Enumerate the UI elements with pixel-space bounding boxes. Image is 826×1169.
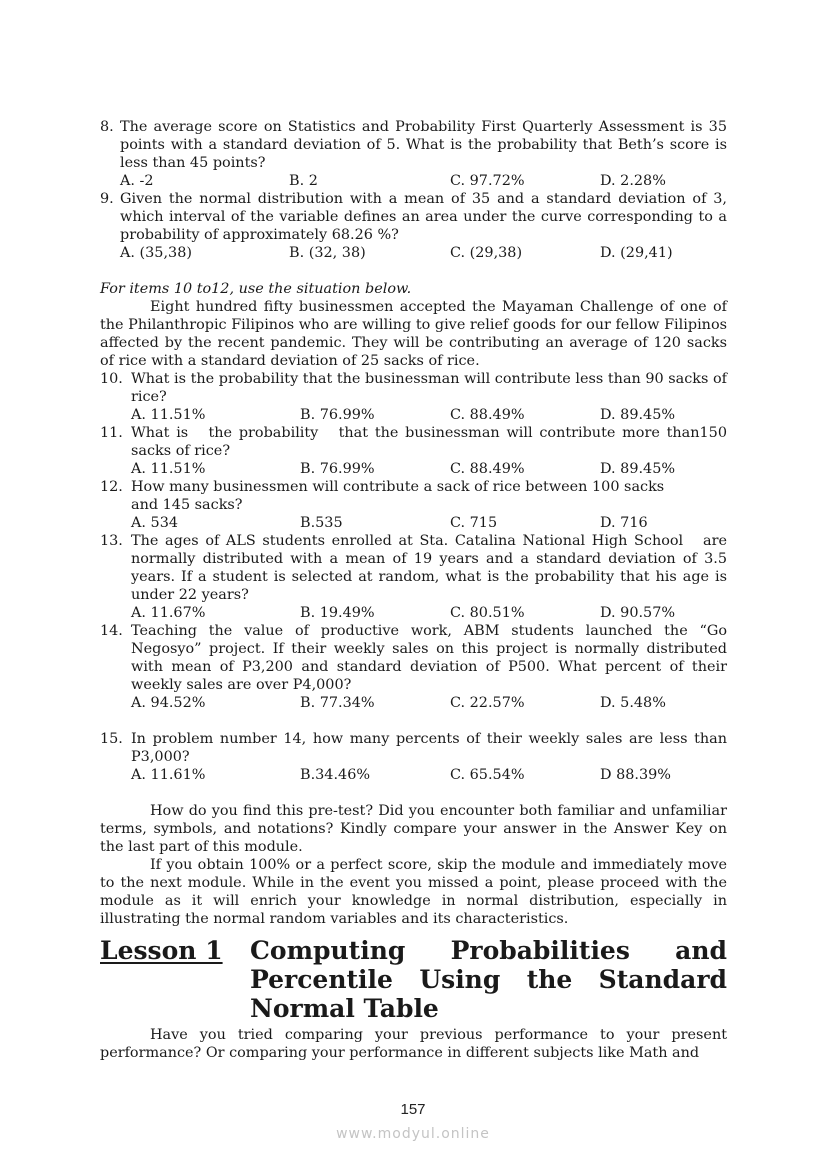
question-9	[100, 190, 727, 262]
option-c: C. 97.72%	[450, 173, 525, 189]
question-number: 10.	[100, 371, 123, 387]
lesson-heading	[100, 934, 727, 1026]
lesson-title-line-3	[250, 994, 727, 1023]
option-c: C. 80.51%	[450, 605, 525, 621]
spacer	[100, 712, 727, 730]
question-number: 11.	[100, 425, 123, 441]
lesson-title-line-2	[250, 965, 727, 994]
answer-options	[131, 766, 727, 784]
option-d: D 88.39%	[600, 767, 671, 783]
option-b: B. 19.49%	[300, 605, 375, 621]
question-number: 8.	[100, 119, 114, 135]
option-a: A. 11.67%	[131, 605, 206, 621]
question-text-line-1: How many businessmen will contribute a sack of rice between 100 sacks	[131, 479, 665, 495]
question-text: What is the probability that the businessman will contribute less than 90 sacks of rice?	[131, 371, 727, 405]
answer-options	[131, 514, 727, 532]
option-d: D. 5.48%	[600, 695, 666, 711]
title-word: Normal Table	[250, 994, 439, 1023]
question-text: Given the normal distribution with a mean of 35 and a standard deviation of 3, which interval of the variable defines an area under the curve corresponding to a probability of approximately 68.26 %?	[120, 191, 727, 243]
answer-options	[131, 694, 727, 712]
page-number: 157	[400, 1101, 426, 1118]
question-text: Teaching the value of productive work, ABM students launched the “Go Negosyo” project. If their weekly sales on this project is normally distributed with mean of P3,200 and standard deviation of P500. What percent of their weekly sales are over P4,000?	[131, 623, 727, 693]
title-word: Using	[419, 965, 501, 994]
question-number: 9.	[100, 191, 114, 207]
question-text: What is the probability that the businessman will contribute more than150 sacks of rice?	[131, 425, 732, 459]
situation-intro: For items 10 to12, use the situation below.	[100, 281, 412, 297]
option-a: A. 94.52%	[131, 695, 206, 711]
title-word: Probabilities	[450, 936, 630, 965]
lesson-title	[250, 936, 727, 1023]
question-text-line-2: and 145 sacks?	[131, 497, 243, 513]
lesson-intro-paragraph: Have you tried comparing your previous performance to your present performance? Or comparing your performance in different subjects like Math and	[100, 1027, 727, 1061]
watermark: www.modyul.online	[336, 1126, 490, 1142]
lesson-label: Lesson 1	[100, 936, 223, 965]
option-c: C. 88.49%	[450, 461, 525, 477]
option-d: D. 89.45%	[600, 461, 676, 477]
answer-options	[131, 406, 727, 424]
title-word: the	[526, 965, 573, 994]
option-c: C. 22.57%	[450, 695, 525, 711]
option-a: A. 11.51%	[131, 407, 206, 423]
question-text: The ages of ALS students enrolled at Sta. Catalina National High School are normally distributed with a mean of 19 years and a standard deviation of 3.5 years. If a student is selected at random, what is the probability that his age is under 22 years?	[131, 533, 732, 603]
question-text-line-1: In problem number 14, how many percents of their weekly sales are less than	[131, 731, 727, 747]
title-word: Computing	[250, 936, 406, 965]
spacer	[100, 784, 727, 802]
option-a: A. 11.61%	[131, 767, 206, 783]
option-a: A. 11.51%	[131, 461, 206, 477]
question-10	[100, 370, 727, 424]
option-c: C. 715	[450, 515, 498, 531]
answer-options	[120, 172, 727, 190]
question-13	[100, 532, 732, 622]
question-8	[100, 118, 727, 190]
option-b: B. 76.99%	[300, 461, 375, 477]
document-page	[100, 118, 732, 1062]
option-a: A. (35,38)	[120, 245, 192, 261]
option-b: B. 2	[289, 173, 318, 189]
option-c: C. 65.54%	[450, 767, 525, 783]
option-d: D. 2.28%	[600, 173, 666, 189]
option-a: A. -2	[120, 173, 154, 189]
option-c: C. 88.49%	[450, 407, 525, 423]
closing-paragraph-2: If you obtain 100% or a perfect score, skip the module and immediately move to the next module. While in the event you missed a point, please proceed with the module as it will enrich your knowledge in normal distribution, especially in illustrating the normal random variables and its characteristics.	[100, 857, 727, 927]
question-text: The average score on Statistics and Probability First Quarterly Assessment is 35 points with a standard deviation of 5. What is the probability that Beth’s score is less than 45 points?	[120, 119, 727, 171]
option-d: D. 89.45%	[600, 407, 676, 423]
option-c: C. (29,38)	[450, 245, 523, 261]
option-b: B. 77.34%	[300, 695, 375, 711]
lesson-title-line-1	[250, 936, 727, 965]
option-b: B. 76.99%	[300, 407, 375, 423]
title-word: Percentile	[250, 965, 393, 994]
question-number: 13.	[100, 533, 123, 549]
question-14	[100, 622, 727, 712]
question-number: 12.	[100, 479, 123, 495]
question-12	[100, 478, 727, 532]
option-d: D. 90.57%	[600, 605, 676, 621]
title-word: and	[675, 936, 727, 965]
closing-paragraph-1: How do you find this pre-test? Did you encounter both familiar and unfamiliar terms, symbols, and notations? Kindly compare your answer in the Answer Key on the last part of this module.	[100, 803, 727, 855]
answer-options	[131, 604, 727, 622]
answer-options	[120, 244, 727, 262]
situation-text: Eight hundred fifty businessmen accepted the Mayaman Challenge of one of the Philanthropic Filipinos who are willing to give relief goods for our fellow Filipinos affected by the recent pandemic. They will be contributing an average of 120 sacks of rice with a standard deviation of 25 sacks of rice.	[100, 299, 727, 369]
question-number: 14.	[100, 623, 123, 639]
option-d: D. (29,41)	[600, 245, 673, 261]
answer-options	[131, 460, 727, 478]
question-number: 15.	[100, 731, 123, 747]
option-b: B.535	[300, 515, 343, 531]
question-text-line-2: P3,000?	[131, 749, 190, 765]
option-b: B. (32, 38)	[289, 245, 366, 261]
question-11	[100, 424, 732, 478]
option-d: D. 716	[600, 515, 648, 531]
question-15	[100, 730, 727, 784]
option-b: B.34.46%	[300, 767, 371, 783]
title-word: Standard	[598, 965, 727, 994]
option-a: A. 534	[131, 515, 179, 531]
